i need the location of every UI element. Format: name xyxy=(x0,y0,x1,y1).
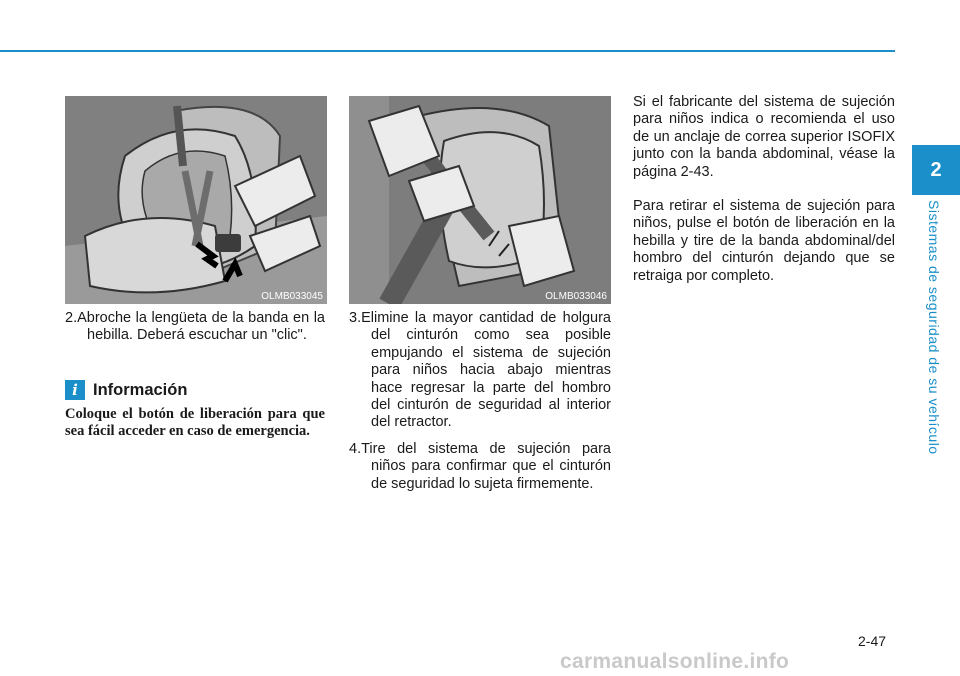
child-seat-buckle-illustration xyxy=(65,96,327,304)
info-heading xyxy=(65,380,187,400)
steps-3-4 xyxy=(349,310,611,493)
removal-paragraph: Para retirar el sistema de sujeción para niños, pulse el botón de liberación en la hebilla y tire de la banda abdominal/del hombro del cinturón dejando que se retraiga por completo. xyxy=(633,198,895,284)
step-number: 3. xyxy=(349,310,362,326)
page-number: 2-47 xyxy=(858,633,887,649)
figure-code: OLMB033045 xyxy=(261,291,323,302)
child-seat-tighten-illustration xyxy=(349,96,611,304)
header-rule xyxy=(0,50,895,52)
chapter-number: 2 xyxy=(930,158,942,181)
step-text: Elimine la mayor cantidad de holgura del cinturón como sea posible empujando el sistema de sujeción para niños hacia abajo mientras hace regresar la parte del hombro del cinturón de seguridad al interior del retractor. xyxy=(361,310,611,431)
step-number: 4. xyxy=(349,440,362,457)
info-text: Coloque el botón de liberación para que sea fácil acceder en caso de emergencia. xyxy=(65,406,325,440)
figure-slack-removal xyxy=(349,96,611,304)
step-number: 2. xyxy=(65,310,78,326)
column-3-text xyxy=(633,94,895,285)
isofix-paragraph: Si el fabricante del sistema de sujeción para niños indica o recomienda el uso de un anclaje de correa superior ISOFIX junto con la banda abdominal, véase la página 2-43. xyxy=(633,94,895,180)
info-title: Información xyxy=(93,380,188,399)
step-text: Tire del sistema de sujeción para niños para confirmar que el cinturón de seguridad lo sujeta firmemente. xyxy=(361,440,611,492)
chapter-title: Sistemas de seguridad de su vehículo xyxy=(926,200,942,455)
info-icon: i xyxy=(65,380,85,400)
step-text: Abroche la lengüeta de la banda en la hebilla. Deberá escuchar un "clic". xyxy=(77,310,325,344)
figure-buckle-fastening xyxy=(65,96,327,304)
watermark: carmanualsonline.info xyxy=(560,650,790,673)
chapter-number-tab[interactable] xyxy=(912,145,960,195)
figure-code: OLMB033046 xyxy=(545,291,607,302)
step-2 xyxy=(65,310,325,345)
